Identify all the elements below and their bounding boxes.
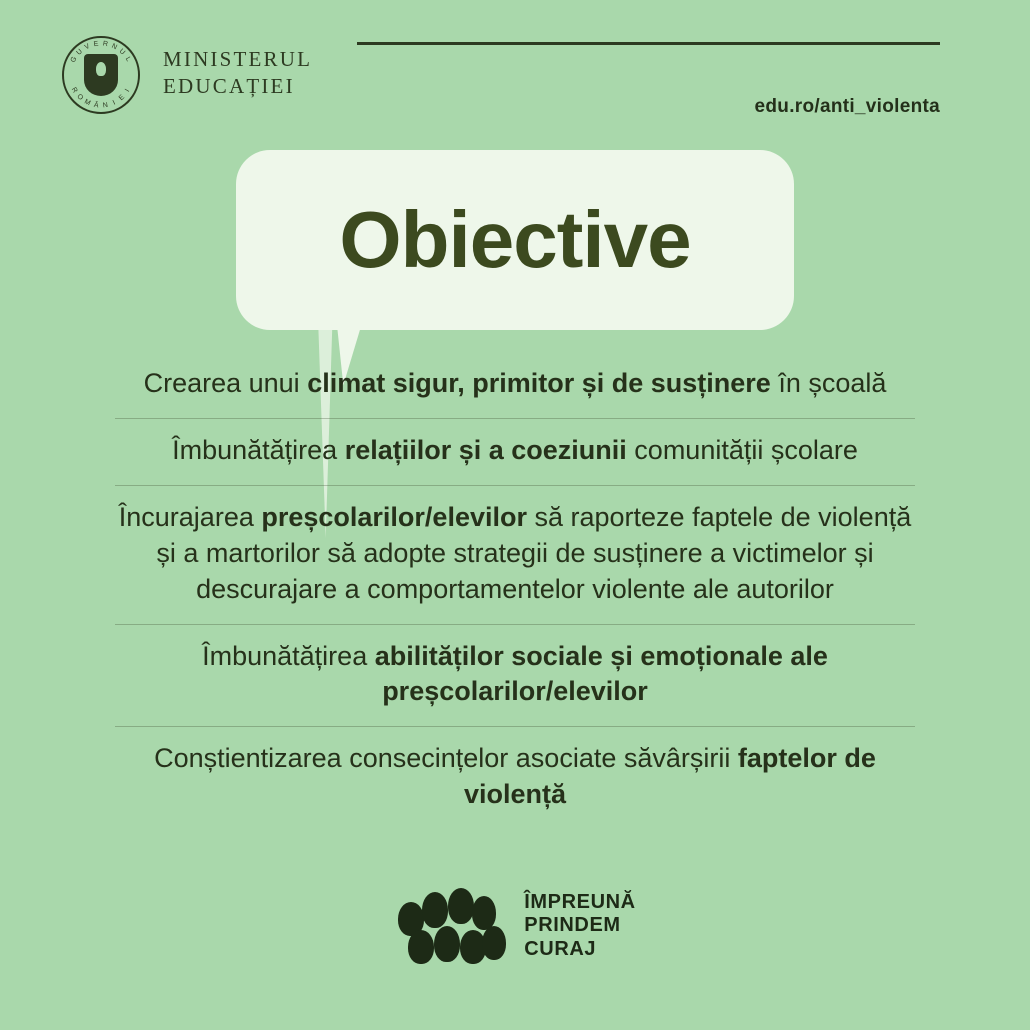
child-face-icon bbox=[434, 926, 460, 962]
ministry-line-1: MINISTERUL bbox=[163, 47, 313, 71]
objective-highlight: climat sigur, primitor și de susținere bbox=[307, 368, 771, 398]
header-divider-rule bbox=[357, 42, 940, 45]
coat-of-arms-ring-text: G U V E R N U L R O M Â N I E I bbox=[69, 40, 132, 110]
objective-text: Îmbunătățirea bbox=[172, 434, 345, 465]
coat-of-arms-crest-icon bbox=[84, 54, 118, 96]
objective-text: Conștientizarea consecințelor asociate săvârșirii bbox=[154, 743, 738, 774]
campaign-slogan bbox=[524, 891, 635, 961]
objective-highlight: relațiilor și a coeziunii bbox=[344, 434, 627, 465]
government-coat-of-arms-logo bbox=[62, 36, 140, 114]
objective-text: să raporteze faptele de violență și a martorilor să adopte strategii de susținere a victimelor și descurajare a comportamentelor violente ale autorilor bbox=[156, 501, 912, 604]
objective-text: Îmbunătățirea bbox=[202, 640, 375, 671]
child-face-icon bbox=[448, 888, 474, 924]
page-header bbox=[0, 28, 1030, 138]
slogan-line-1: ÎMPREUNĂ bbox=[524, 891, 636, 914]
objective-item bbox=[115, 726, 915, 829]
child-face-icon bbox=[472, 896, 496, 930]
objective-item bbox=[115, 352, 915, 418]
objective-text: Crearea unui bbox=[143, 368, 308, 398]
campaign-logo bbox=[0, 878, 1030, 974]
campaign-url[interactable]: edu.ro/anti_violenta bbox=[754, 96, 940, 117]
objective-item bbox=[115, 418, 915, 485]
objective-highlight: faptelor de violență bbox=[463, 743, 876, 810]
speech-bubble-body bbox=[236, 150, 794, 330]
objective-text: Încurajarea bbox=[118, 501, 262, 532]
child-face-icon bbox=[408, 930, 434, 964]
objectives-list bbox=[115, 352, 915, 829]
page-title: Obiective bbox=[339, 195, 691, 284]
objective-item bbox=[115, 624, 915, 727]
children-faces-icon bbox=[394, 886, 514, 966]
ministry-name bbox=[163, 46, 312, 100]
objective-text: comunității școlare bbox=[626, 434, 858, 465]
title-speech-bubble bbox=[236, 150, 794, 330]
child-face-icon bbox=[482, 926, 506, 960]
objective-item bbox=[115, 485, 915, 624]
slogan-line-2: PRINDEM bbox=[524, 914, 621, 937]
objective-highlight: abilităților sociale și emoționale ale preșcolarilor/elevilor bbox=[374, 640, 828, 707]
ministry-line-2: EDUCAȚIEI bbox=[163, 73, 295, 98]
objective-highlight: preșcolarilor/elevilor bbox=[261, 501, 527, 532]
child-face-icon bbox=[422, 892, 448, 928]
objective-text: în școală bbox=[770, 368, 887, 398]
slogan-line-3: CURAJ bbox=[524, 937, 597, 960]
